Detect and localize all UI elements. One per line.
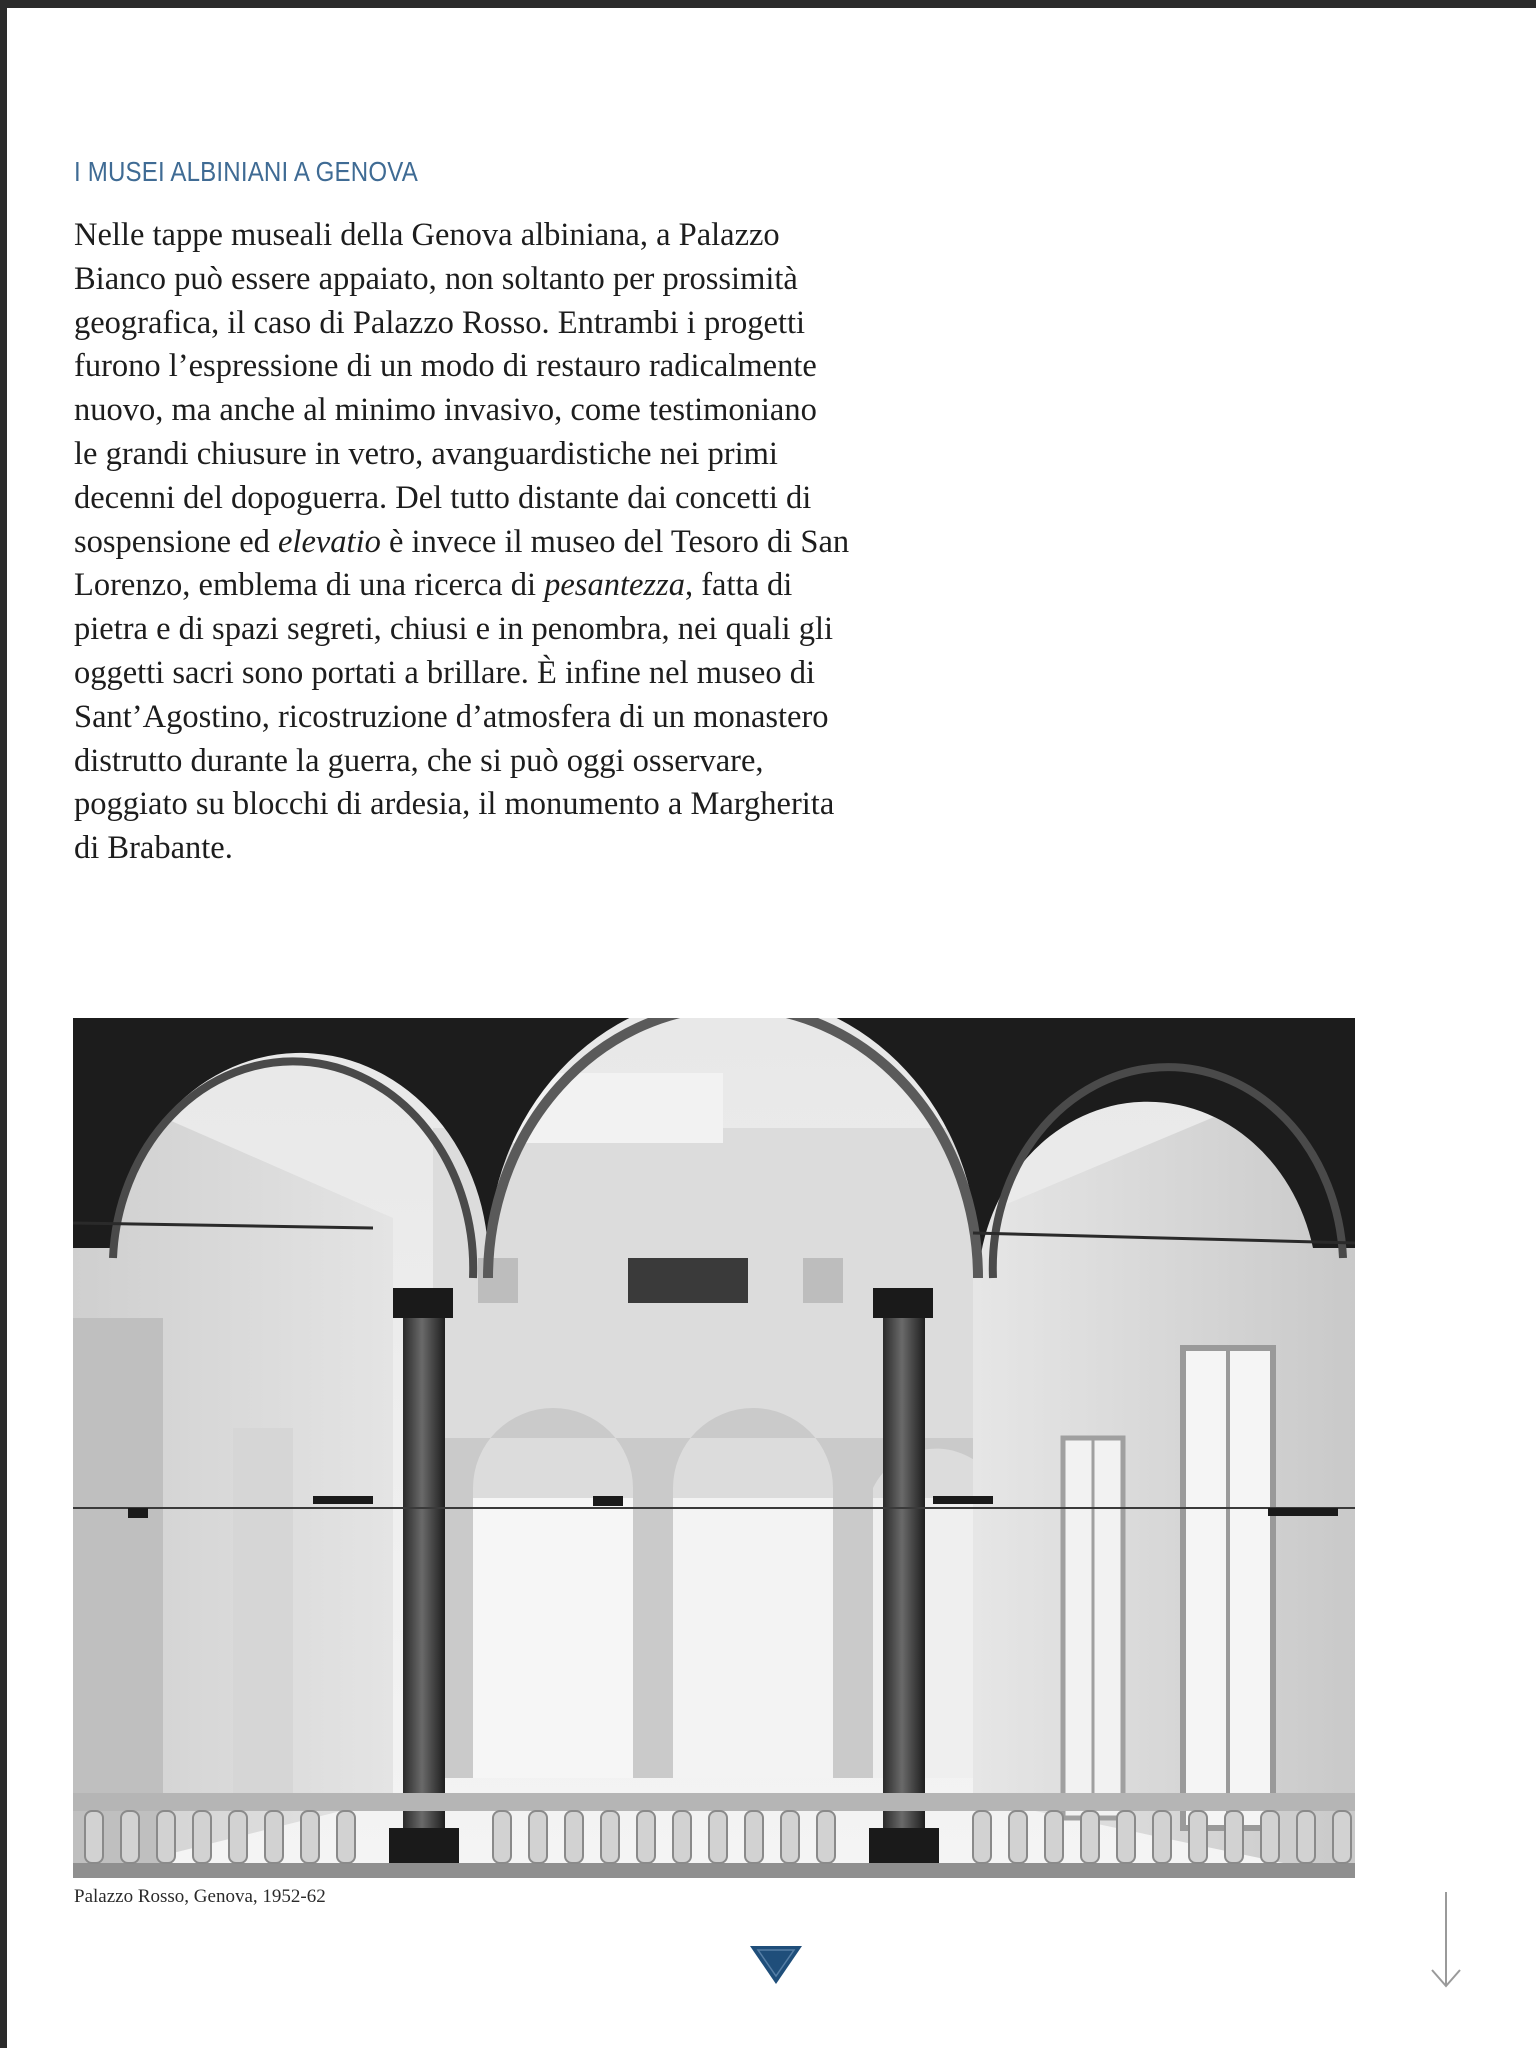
paragraph-line: nuovo, ma anche al minimo invasivo, come testimoniano xyxy=(74,392,817,429)
paragraph-line: Nelle tappe museali della Genova albiniana, a Palazzo xyxy=(74,217,780,253)
paragraph-line: decenni del dopoguerra. Del tutto distante dai concetti di xyxy=(74,479,812,516)
figure-caption: Palazzo Rosso, Genova, 1952-62 xyxy=(74,1886,326,1907)
paragraph-line: sospensione ed elevatio è invece il museo del Tesoro di San xyxy=(74,523,850,560)
loggia-illustration xyxy=(73,1018,1355,1878)
section-kicker: I MUSEI ALBINIANI A GENOVA xyxy=(74,156,418,187)
paragraph-line: Lorenzo, emblema di una ricerca di pesantezza, fatta di xyxy=(74,567,793,604)
left-border xyxy=(0,0,7,2048)
paragraph-line: furono l’espressione di un modo di restauro radicalmente xyxy=(74,348,817,385)
palazzo-rosso-photo xyxy=(73,1018,1355,1878)
paragraph-line: le grandi chiusure in vetro, avanguardistiche nei primi xyxy=(74,435,778,472)
paragraph-line: distrutto durante la guerra, che si può oggi osservare, xyxy=(74,742,764,779)
arrow-down-icon[interactable] xyxy=(1428,1890,1464,1995)
paragraph-line: geografica, il caso di Palazzo Rosso. Entrambi i progetti xyxy=(74,304,806,341)
triangle-down-icon[interactable] xyxy=(748,1944,804,1991)
italic-term: elevatio xyxy=(278,523,381,560)
paragraph-line: di Brabante. xyxy=(74,830,233,867)
paragraph-line: pietra e di spazi segreti, chiusi e in penombra, nei quali gli xyxy=(74,611,834,648)
paragraph-line: oggetti sacri sono portati a brillare. È infine nel museo di xyxy=(74,654,815,691)
paragraph-line: Bianco può essere appaiato, non soltanto per prossimità xyxy=(74,260,798,297)
top-border xyxy=(0,0,1536,8)
paragraph-line: poggiato su blocchi di ardesia, il monumento a Margherita xyxy=(74,786,835,823)
paragraph-line: Sant’Agostino, ricostruzione d’atmosfera di un monastero xyxy=(74,698,829,735)
italic-term: pesantezza xyxy=(544,567,685,604)
body-paragraph xyxy=(74,214,1014,871)
